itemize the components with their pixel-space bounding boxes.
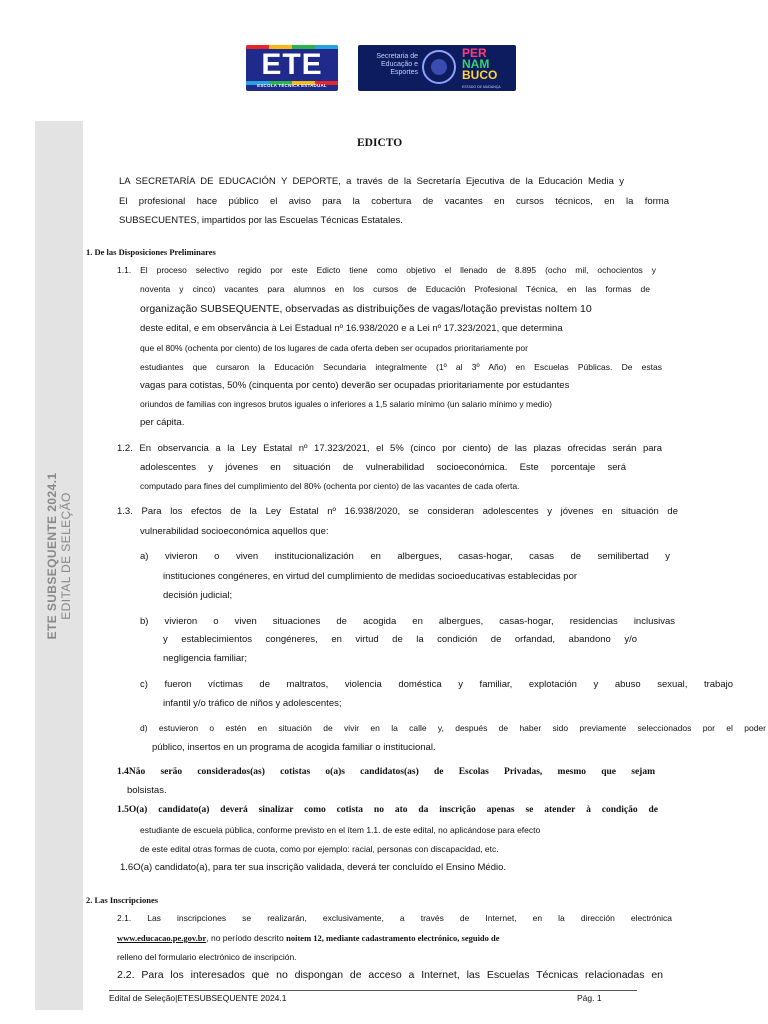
intro-line-1: LA SECRETARÍA DE EDUCACIÓN Y DEPORTE, a través de la Secretaría Ejecutiva de la Educación Media y (119, 176, 624, 187)
pernambuco-logo-line1: PER (462, 46, 487, 60)
p11-line-7: vagas para cotistas, 50% (cinquenta por cento) deverão ser ocupadas prioritariamente por estudantes (140, 380, 570, 391)
section2-heading: 2. Las Inscripciones (86, 895, 159, 905)
p12-line-2: adolescentes y jóvenes en situación de vulnerabilidad socioeconómica. Este porcentaje será (140, 462, 626, 473)
p22-line: 2.2. Para los interesados que no dispongan de acceso a Internet, las Escuelas Técnicas relacionadas en (117, 969, 663, 981)
item-b-line-3: negligencia familiar; (163, 653, 247, 664)
p15-line-2: estudiante de escuela pública, conforme previsto en el ítem 1.1. de este edital, no aplicándose para efecto (140, 825, 541, 835)
sidebar-line2: EDITAL DE SELEÇÃO (59, 492, 73, 620)
p12-line-3: computado para fines del cumplimiento del 80% (ochenta por ciento) de las vacantes de cada oferta. (140, 481, 520, 491)
p11-line-4: deste edital, e em observância à Lei Estadual nº 16.938/2020 e a Lei nº 17.323/2021, que determina (140, 323, 563, 334)
p21-line-2-part-a: , no (206, 933, 221, 943)
p13-line-1: 1.3. Para los efectos de la Ley Estatal nº 16.938/2020, se consideran adolescentes y jóvenes en situación de (117, 506, 678, 517)
p14-line-2: bolsistas. (127, 785, 167, 796)
p12-line-1: 1.2. En observancia a la Ley Estatal nº 17.323/2021, el 5% (cinco por ciento) de las plazas ofrecidas serán para (117, 443, 662, 454)
item-a-line-1: a) vivieron o viven institucionalización en albergues, casas-hogar, casas de semilibertad y (140, 551, 670, 562)
p21-line-2-part-b: período descrito (220, 933, 287, 943)
p16-line: 1.6O(a) candidato(a), para ter sua inscrição validada, deverá ter concluído el Ensino Médio. (120, 862, 507, 873)
section1-heading: 1. De las Disposiciones Preliminares (86, 247, 216, 257)
document-body (86, 0, 766, 1024)
p15-line-3: de este edital otras formas de cuota, como por ejemplo: racial, personas con discapacidad, etc. (140, 844, 499, 854)
secretaria-logo-text: Secretaria de Educação e Esportes (376, 53, 418, 76)
p21-line-2 (117, 932, 500, 944)
p14-line-1: 1.4Não serão considerados(as) cotistas o(a)s candidatos(as) de Escolas Privadas, mesmo que sejam (117, 767, 655, 777)
item-a-line-3: decisión judicial; (163, 590, 233, 601)
p11-line-2: noventa y cinco) vacantes para alumnos en los cursos de Educación Profesional Técnica, en las formas de (140, 284, 650, 294)
intro-line-2: El profesional hace público el aviso para la cobertura de vacantes en cursos técnicos, en la forma (119, 196, 669, 207)
government-logo-motto: ESTADO DE MUDANÇA (462, 85, 501, 89)
pernambuco-logo-line3: BUCO (462, 68, 498, 82)
pernambuco-logo-line2: NAM (462, 57, 490, 71)
item-d-line-1: d) estuvieron o estén en situación de vivir en la calle y, después de haber sido previamente seleccionados por el poder (140, 723, 766, 733)
p11-line-6: estudiantes que cursaron la Educación Secundaria integralmente (1º al 3º Año) en Escuelas Públicas. De estas (140, 362, 662, 372)
sidebar-line1: ETE SUBSEQUENTE 2024.1 (45, 472, 59, 640)
ete-logo-subtitle: ESCOLA TÉCNICA ESTADUAL (257, 83, 327, 88)
p11-line-5: que el 80% (ochenta por ciento) de los lugares de cada oferta deben ser ocupados prioritariamente por (140, 343, 528, 353)
website-link[interactable]: www.educacao.pe.gov.br (117, 933, 207, 943)
document-title: EDICTO (357, 137, 403, 149)
p13-line-2: vulnerabilidad socioeconómica aquellos que: (140, 526, 329, 537)
sidebar-vertical-text (45, 473, 73, 640)
p11-line-3: organização SUBSEQUENTE, observadas as distribuições de vagas/lotação previstas noItem 10 (140, 303, 592, 315)
ete-logo-word: ETE (261, 48, 323, 81)
footer-left-text: Edital de Seleção|ETESUBSEQUENTE 2024.1 (109, 993, 287, 1003)
p21-line-2-part-c: noitem 12, mediante cadastramento electrónico, seguido de (286, 933, 500, 943)
intro-line-3: SUBSECUENTES, impartidos por las Escuelas Técnicas Estatales. (119, 215, 403, 226)
p11-line-1: 1.1. El proceso selectivo regido por este Edicto tiene como objetivo el llenado de 8.895 (ocho mil, ochocientos y (117, 265, 656, 275)
page-number: Pág. 1 (577, 993, 602, 1003)
footer-divider (109, 990, 637, 991)
p21-line-3: relleno del formulario electrónico de inscripción. (117, 952, 297, 962)
p15-line-1: 1.5O(a) candidato(a) deverá sinalizar como cotista no ato da inscrição apenas se atender à condição de (117, 805, 658, 815)
item-c-line-1: c) fueron víctimas de maltratos, violencia doméstica y familiar, explotación y abuso sexual, trabajo (140, 679, 733, 690)
item-b-line-2: y establecimientos congéneres, en virtud de la condición de orfandad, abandono y/o (163, 634, 637, 645)
item-a-line-2: instituciones congéneres, en virtud del cumplimiento de medidas socioeducativas establecidas por (163, 571, 578, 582)
p11-line-8: oriundos de familias con ingresos brutos iguales o inferiores a 1,5 salario mínimo (un salario mínimo y medio) (140, 399, 552, 409)
item-d-line-2: público, insertos en un programa de acogida familiar o institucional. (152, 742, 436, 753)
item-b-line-1: b) vivieron o viven situaciones de acogida en albergues, casas-hogar, residencias inclusivas (140, 616, 675, 627)
item-c-line-2: infantil y/o tráfico de niños y adolescentes; (163, 698, 342, 709)
p21-line-1: 2.1. Las inscripciones se realizarán, exclusivamente, a través de Internet, en la dirección electrónica (117, 913, 672, 923)
p11-line-9: per cápita. (140, 417, 185, 428)
